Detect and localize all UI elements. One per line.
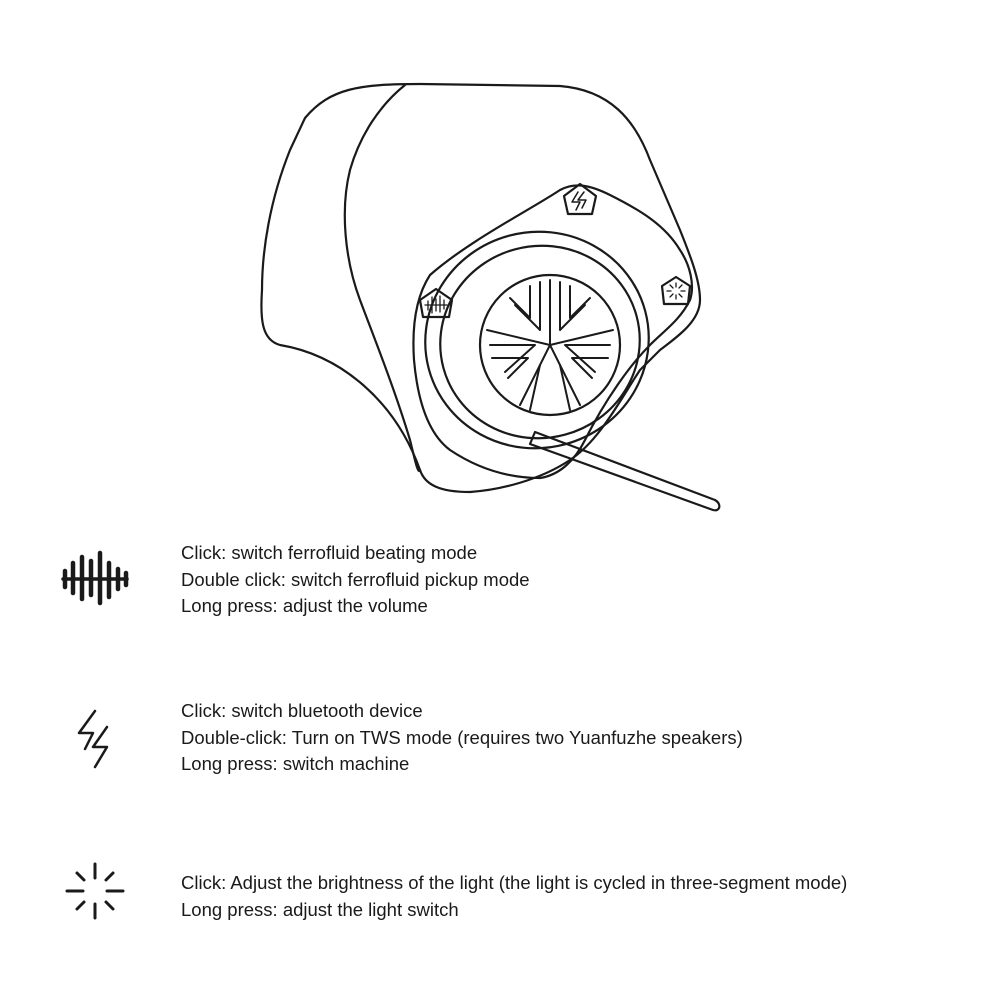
legend-text-light xyxy=(181,870,847,923)
legend-line: Click: switch bluetooth device xyxy=(181,700,423,721)
legend-row-volume xyxy=(0,535,1000,615)
legend-row-light xyxy=(0,860,1000,930)
grille-pattern xyxy=(487,280,613,410)
light-burst-icon xyxy=(55,858,135,928)
legend-row-bluetooth xyxy=(0,693,1000,773)
legend-line: Long press: adjust the volume xyxy=(181,595,428,616)
lightning-icon xyxy=(55,703,135,773)
legend-line: Double click: switch ferrofluid pickup mode xyxy=(181,568,530,590)
legend-line: Long press: switch machine xyxy=(181,753,410,774)
legend-line: Long press: adjust the light switch xyxy=(181,898,459,920)
legend-text-bluetooth xyxy=(181,698,743,778)
legend-line: Click: switch ferrofluid beating mode xyxy=(181,542,478,563)
bezel-button-light xyxy=(662,277,690,304)
speaker-front-plate xyxy=(413,185,692,478)
speaker-body xyxy=(261,84,700,492)
legend-line: Double-click: Turn on TWS mode (requires two Yuanfuzhe speakers) xyxy=(181,726,743,748)
legend-text-volume xyxy=(181,540,530,620)
speaker-body-edge xyxy=(345,85,420,471)
legend-line: Click: Adjust the brightness of the light (the light is cycled in three-segment mode) xyxy=(181,872,848,893)
soundwave-icon xyxy=(55,545,135,615)
